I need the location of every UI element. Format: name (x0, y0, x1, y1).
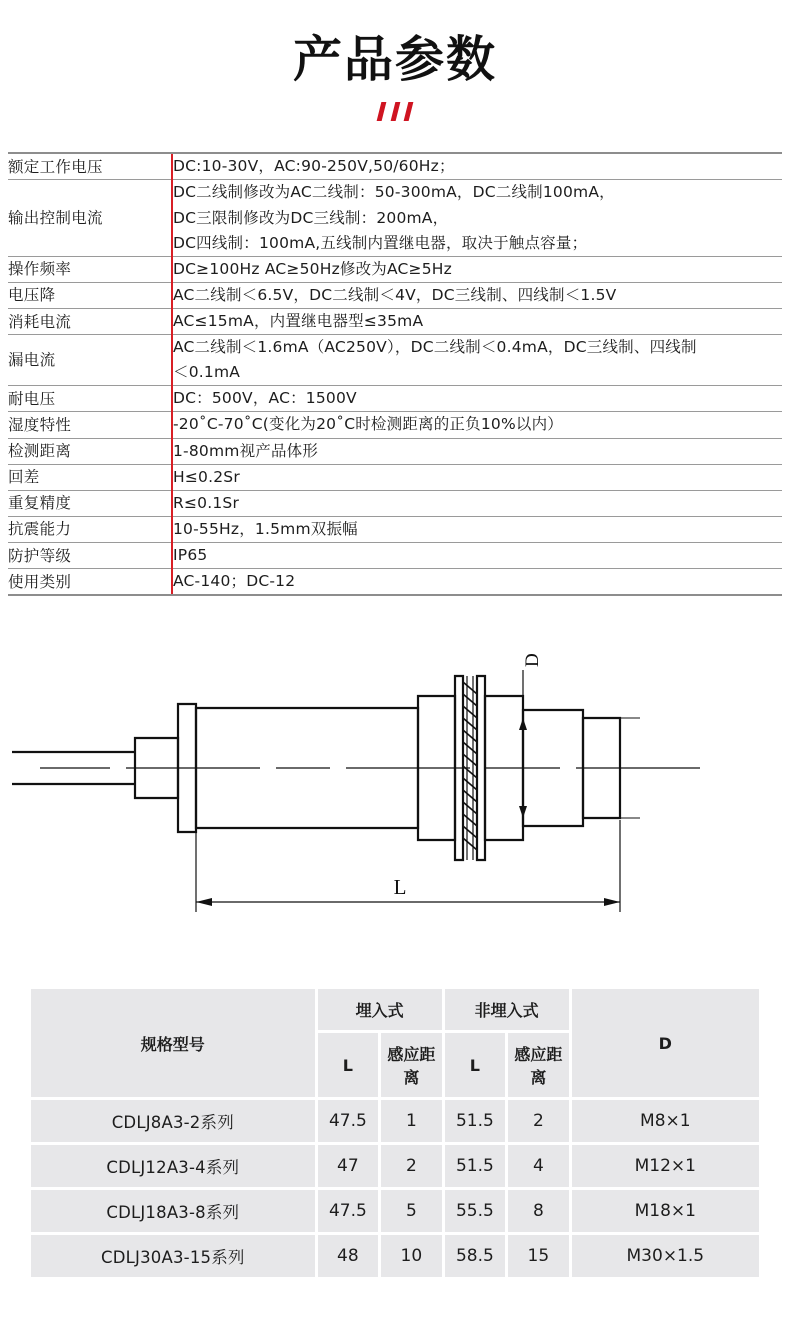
cell-non-flush-distance: 15 (508, 1235, 569, 1277)
cell-non-flush-distance: 4 (508, 1145, 569, 1187)
title-decoration (0, 102, 790, 124)
product-dimension-drawing (0, 634, 790, 964)
cell-model: CDLJ30A3-15系列 (31, 1235, 315, 1277)
spec-value-line: DC：500V，AC：1500V (173, 389, 357, 408)
spec-label: 耐电压 (8, 386, 172, 412)
spec-value (172, 569, 782, 596)
cell-model: CDLJ12A3-4系列 (31, 1145, 315, 1187)
spec-value-line: 1-80mm视产品体形 (173, 441, 319, 460)
sensor-cross-section-svg (0, 634, 790, 964)
spec-value-line: DC:10-30V，AC:90-250V,50/60Hz； (173, 157, 455, 176)
spec-label: 检测距离 (8, 438, 172, 464)
spec-value (172, 412, 782, 438)
length-label: L (393, 875, 407, 900)
spec-label: 输出控制电流 (8, 180, 172, 256)
table-row (8, 309, 782, 335)
spec-value (172, 335, 782, 386)
spec-value-line: -20˚C-70˚C(变化为20˚C时检测距离的正负10%以内） (173, 415, 563, 434)
diameter-dimension (519, 670, 640, 826)
spec-value-line: IP65 (173, 545, 208, 564)
spec-label: 使用类别 (8, 569, 172, 596)
spec-value-line: DC二线制修改为AC二线制：50-300mA，DC二线制100mA， (173, 183, 615, 202)
cell-flush-distance: 5 (381, 1190, 442, 1232)
length-dimension (196, 820, 620, 912)
specification-table-body (8, 153, 782, 595)
spec-value-line: R≤0.1Sr (173, 493, 240, 512)
table-row (8, 490, 782, 516)
spec-value (172, 256, 782, 282)
spec-value (172, 180, 782, 256)
diameter-label: D (522, 653, 543, 668)
cell-non-flush-l: 51.5 (445, 1145, 506, 1187)
spec-label: 电压降 (8, 282, 172, 308)
cell-flush-l: 47.5 (318, 1100, 379, 1142)
cell-flush-distance: 1 (381, 1100, 442, 1142)
cell-model: CDLJ8A3-2系列 (31, 1100, 315, 1142)
table-row (8, 438, 782, 464)
table-header-row (31, 989, 759, 1030)
spec-label: 操作频率 (8, 256, 172, 282)
table-row (8, 335, 782, 386)
model-table-head (31, 989, 759, 1097)
spec-value-line: AC二线制＜1.6mA（AC250V），DC二线制＜0.4mA，DC三线制、四线制 (173, 338, 697, 357)
thread-flange-right (477, 676, 485, 860)
spec-value-line: ＜0.1mA (173, 363, 241, 382)
spec-value-line: DC四线制：100mA,五线制内置继电器，取决于触点容量； (173, 233, 588, 252)
spec-value (172, 542, 782, 568)
table-row (8, 386, 782, 412)
table-row (31, 1235, 759, 1277)
d-arrow-down (519, 806, 527, 818)
cell-non-flush-l: 58.5 (445, 1235, 506, 1277)
spec-label: 重复精度 (8, 490, 172, 516)
cell-thread: M12×1 (572, 1145, 759, 1187)
spec-value (172, 516, 782, 542)
spec-label: 湿度特性 (8, 412, 172, 438)
spec-value (172, 282, 782, 308)
spec-label: 回差 (8, 464, 172, 490)
header-non-flush-distance: 感应距离 (508, 1033, 569, 1097)
header-non-flush-l: L (445, 1033, 506, 1097)
cell-flush-l: 47.5 (318, 1190, 379, 1232)
spec-value-line: AC≤15mA，内置继电器型≤35mA (173, 312, 424, 330)
spec-label: 防护等级 (8, 542, 172, 568)
cell-model: CDLJ18A3-8系列 (31, 1190, 315, 1232)
cell-thread: M8×1 (572, 1100, 759, 1142)
spec-value (172, 153, 782, 180)
spec-value (172, 490, 782, 516)
specification-table (8, 152, 782, 596)
cell-flush-distance: 10 (381, 1235, 442, 1277)
cell-non-flush-distance: 8 (508, 1190, 569, 1232)
header-group-non-flush: 非埋入式 (445, 989, 569, 1030)
slash-bar-icon (404, 102, 414, 121)
cell-flush-distance: 2 (381, 1145, 442, 1187)
table-row (8, 256, 782, 282)
table-row (31, 1100, 759, 1142)
slash-bar-icon (390, 102, 400, 121)
spec-value (172, 464, 782, 490)
header-flush-l: L (318, 1033, 379, 1097)
l-arrow-left (196, 898, 212, 906)
cell-thread: M18×1 (572, 1190, 759, 1232)
d-arrow-up (519, 718, 527, 730)
cell-thread: M30×1.5 (572, 1235, 759, 1277)
header-model: 规格型号 (31, 989, 315, 1097)
model-specification-table (28, 986, 762, 1280)
slash-bar-icon (377, 102, 387, 121)
spec-value-line: AC二线制＜6.5V，DC二线制＜4V，DC三线制、四线制＜1.5V (173, 285, 617, 304)
model-table-body (31, 1100, 759, 1277)
cell-non-flush-l: 55.5 (445, 1190, 506, 1232)
cell-flush-l: 47 (318, 1145, 379, 1187)
header-group-flush: 埋入式 (318, 989, 442, 1030)
spec-value (172, 309, 782, 335)
table-row (31, 1145, 759, 1187)
cell-non-flush-l: 51.5 (445, 1100, 506, 1142)
spec-value-line: DC三限制修改为DC三线制：200mA， (173, 208, 449, 227)
spec-value-line: AC-140；DC-12 (173, 572, 296, 591)
table-row (8, 180, 782, 256)
spec-value-line: 10-55Hz，1.5mm双振幅 (173, 519, 358, 538)
header-diameter: D (572, 989, 759, 1097)
spec-value-line: DC≥100Hz AC≥50Hz修改为AC≥5Hz (173, 259, 452, 278)
cell-non-flush-distance: 2 (508, 1100, 569, 1142)
spec-label: 抗震能力 (8, 516, 172, 542)
table-row (8, 542, 782, 568)
table-row (8, 569, 782, 596)
spec-label: 漏电流 (8, 335, 172, 386)
spec-value-line: H≤0.2Sr (173, 467, 240, 486)
header-flush-distance: 感应距离 (381, 1033, 442, 1097)
table-row (8, 282, 782, 308)
spec-value (172, 438, 782, 464)
spec-label: 消耗电流 (8, 309, 172, 335)
table-row (31, 1190, 759, 1232)
table-row (8, 412, 782, 438)
spec-label: 额定工作电压 (8, 153, 172, 180)
table-row (8, 516, 782, 542)
table-row (8, 464, 782, 490)
spec-value (172, 386, 782, 412)
page-title: 产品参数 (292, 31, 497, 88)
table-row (8, 153, 782, 180)
l-arrow-right (604, 898, 620, 906)
cell-flush-l: 48 (318, 1235, 379, 1277)
